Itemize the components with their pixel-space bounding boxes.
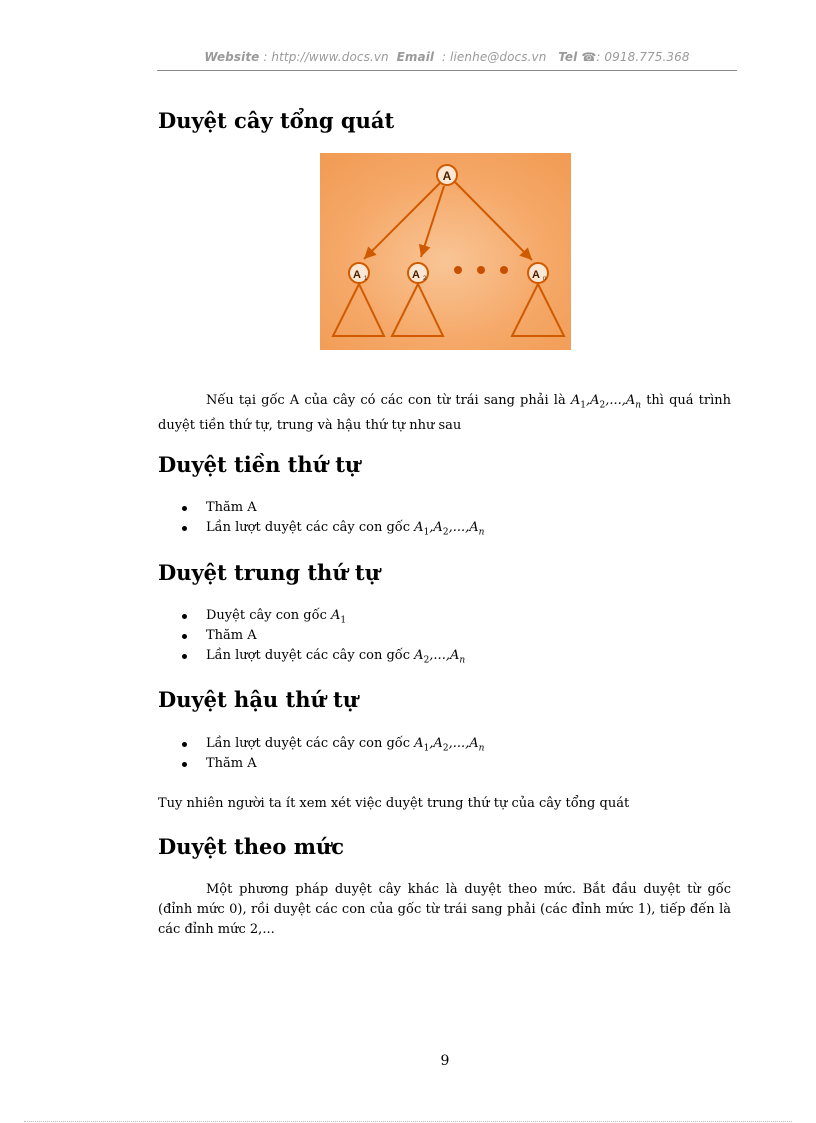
list-item: Thăm A [158, 498, 484, 518]
header-rule [157, 70, 737, 71]
section-title-levelorder: Duyệt theo mức [158, 834, 344, 859]
tree-figure [320, 153, 571, 350]
svg-text:1: 1 [364, 276, 368, 282]
website-value: : http://www.docs.vn [263, 50, 389, 64]
note-paragraph: Tuy nhiên người ta ít xem xét việc duyệt trung thứ tự của cây tổng quát [158, 796, 630, 811]
math-a1-to-an: $A_1,A_2,...,A_n$ [570, 393, 642, 411]
list-item: Lần lượt duyệt các cây con gốc $A_1,A_2,...,A_n$ [158, 734, 484, 754]
section-title-inorder: Duyệt trung thứ tự [158, 560, 380, 585]
tel-label: Tel [558, 50, 578, 64]
section-title-general: Duyệt cây tổng quát [158, 108, 395, 133]
root-label: A [442, 169, 452, 183]
page-number: 9 [440, 1053, 450, 1069]
website-label: Website [204, 50, 260, 64]
list-item: Lần lượt duyệt các cây con gốc $A_2,...,A_n$ [158, 646, 465, 666]
list-item: Thăm A [158, 626, 465, 646]
inorder-list [158, 606, 465, 666]
page-bottom-border [24, 1121, 792, 1122]
list-item: Thăm A [158, 754, 484, 774]
section-title-preorder: Duyệt tiền thứ tự [158, 452, 361, 477]
list-item: Duyệt cây con gốc $A_1$ [158, 606, 465, 626]
list-item: Lần lượt duyệt các cây con gốc $A_1,A_2,...,A_n$ [158, 518, 484, 538]
svg-text:2: 2 [423, 276, 427, 282]
phone-icon: ☎ [581, 50, 597, 64]
root-node [437, 165, 457, 185]
email-value: : lienhe@docs.vn [442, 50, 547, 64]
tel-value: : 0918.775.368 [596, 50, 690, 64]
svg-text:A: A [532, 269, 540, 281]
section-title-postorder: Duyệt hậu thứ tự [158, 687, 359, 712]
page-header [157, 50, 737, 64]
intro-paragraph: Nếu tại gốc A của cây có các con từ trái sang phải là $A_1,A_2,...,A_n$ thì quá trình duyệt tiền thứ tự, trung và hậu thứ tự như sau [158, 393, 731, 433]
svg-text:n: n [543, 276, 547, 282]
svg-text:A: A [353, 269, 361, 281]
levelorder-paragraph: Một phương pháp duyệt cây khác là duyệt theo mức. Bắt đầu duyệt từ gốc (đỉnh mức 0), rồi duyệt các con của gốc từ trái sang phải (các đỉnh mức 1), tiếp đến là các đỉnh mức 2,... [158, 882, 731, 937]
email-label: Email [396, 50, 435, 64]
svg-text:A: A [412, 269, 420, 281]
preorder-list [158, 498, 484, 538]
postorder-list [158, 734, 484, 774]
